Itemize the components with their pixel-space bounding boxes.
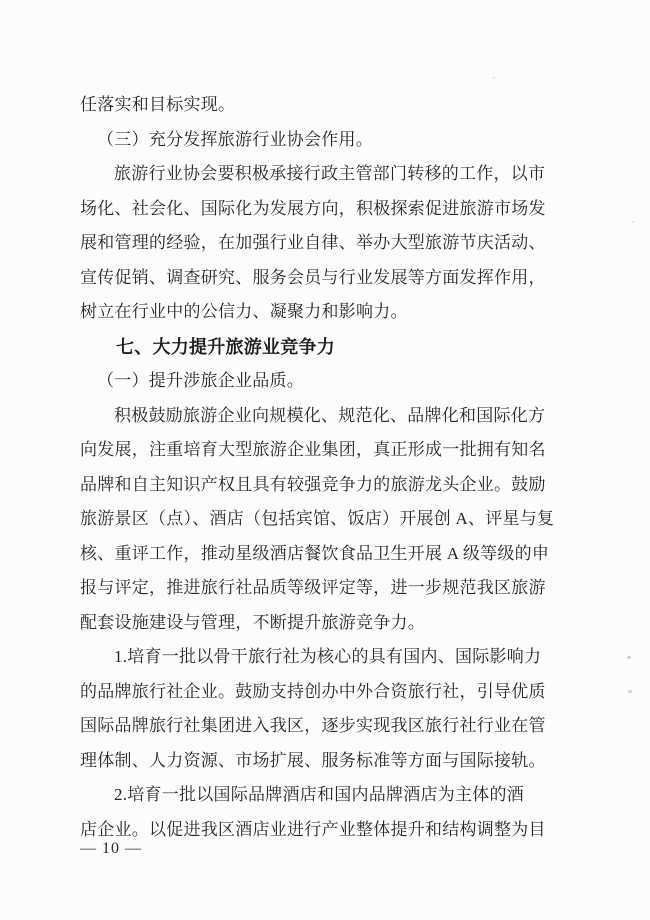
text-line: 树立在行业中的公信力、凝聚力和影响力。 xyxy=(80,302,408,321)
text-line: 旅游景区（点）、酒店（包括宾馆、饭店）开展创 A、评星与复 xyxy=(80,509,555,528)
text-line: 1.培育一批以骨干旅行社为核心的具有国内、国际影响力 xyxy=(114,647,542,666)
text-line: （三）充分发挥旅游行业协会作用。 xyxy=(97,129,373,149)
scan-speck-icon xyxy=(493,77,495,79)
scan-speck-icon xyxy=(628,690,632,693)
text-line: 积极鼓励旅游企业向规模化、规范化、品牌化和国际化方 xyxy=(114,405,546,425)
scan-speck-icon xyxy=(627,656,631,659)
text-line: 向发展，注重培育大型旅游企业集团，真正形成一批拥有知名 xyxy=(80,440,546,459)
text-line: 旅游行业协会要积极承接行政主管部门转移的工作，以市 xyxy=(114,164,546,183)
text-line: 品牌和自主知识产权且具有较强竞争力的旅游龙头企业。鼓励 xyxy=(80,474,546,494)
text-line: 报与评定，推进旅行社品质等级评定等，进一步规范我区旅游 xyxy=(80,578,546,597)
text-line: 核、重评工作，推动星级酒店餐饮食品卫生开展 A 级等级的申 xyxy=(80,543,550,563)
text-line: 店企业。以促进我区酒店业进行产业整体提升和结构调整为目 xyxy=(80,819,546,839)
text-line: 展和管理的经验，在加强行业自律、举办大型旅游节庆活动、 xyxy=(80,233,546,252)
document-body xyxy=(80,88,580,847)
text-line: 场化、社会化、国际化为发展方向，积极探索促进旅游市场发 xyxy=(80,198,546,218)
text-line: 配套设施建设与管理，不断提升旅游竞争力。 xyxy=(80,612,425,632)
text-line: 宣传促销、调查研究、服务会员与行业发展等方面发挥作用， xyxy=(80,267,546,287)
text-line: 任落实和目标实现。 xyxy=(80,95,236,114)
text-line: 的品牌旅行社企业。鼓励支持创办中外合资旅行社，引导优质 xyxy=(80,681,546,701)
text-line: （一）提升涉旅企业品质。 xyxy=(97,371,304,390)
text-line: 国际品牌旅行社集团进入我区，逐步实现我区旅行社行业在管 xyxy=(80,716,546,735)
text-line: 理体制、人力资源、市场扩展、服务标准等方面与国际接轨。 xyxy=(80,750,546,770)
page-number: — 10 — xyxy=(80,840,142,857)
scan-speck-icon xyxy=(632,221,634,223)
text-line: 2.培育一批以国际品牌酒店和国内品牌酒店为主体的酒 xyxy=(114,785,524,804)
text-line: 七、大力提升旅游业竞争力 xyxy=(116,336,335,357)
